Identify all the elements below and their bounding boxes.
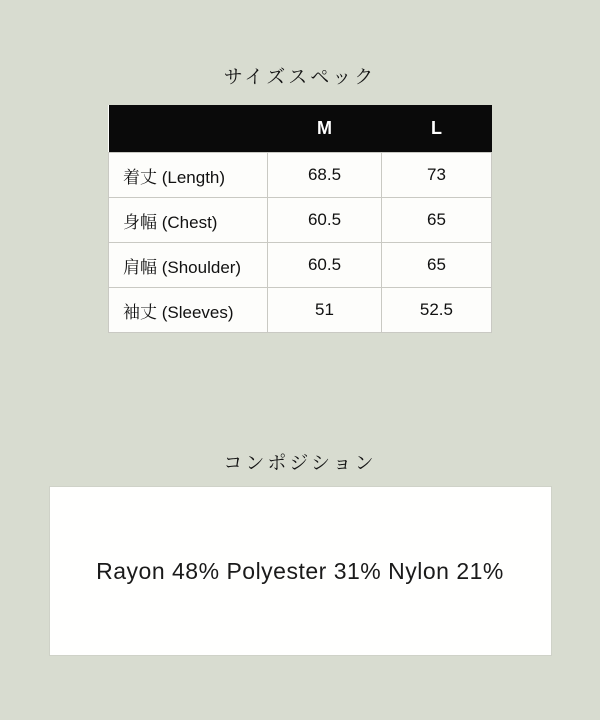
composition-text: Rayon 48% Polyester 31% Nylon 21%	[96, 557, 504, 584]
size-spec-title: サイズスペック	[223, 67, 377, 88]
table-row-shoulder	[109, 243, 492, 288]
header-cell-empty	[109, 105, 268, 153]
value-m: 68.5	[268, 153, 382, 198]
composition-box	[49, 486, 552, 656]
value-l: 65	[381, 243, 491, 288]
row-label: 身幅 (Chest)	[109, 198, 268, 243]
value-l: 73	[381, 153, 491, 198]
composition-title: コンポジション	[223, 453, 377, 474]
table-row-sleeves	[109, 288, 492, 333]
value-m: 60.5	[268, 243, 382, 288]
size-spec-table-body	[109, 153, 492, 333]
value-m: 60.5	[268, 198, 382, 243]
value-l: 52.5	[381, 288, 491, 333]
row-label: 肩幅 (Shoulder)	[109, 243, 268, 288]
header-cell-size-l: L	[381, 105, 491, 153]
size-spec-table	[108, 105, 492, 333]
row-label: 着丈 (Length)	[109, 153, 268, 198]
header-cell-size-m: M	[268, 105, 382, 153]
table-row-chest	[109, 198, 492, 243]
row-label: 袖丈 (Sleeves)	[109, 288, 268, 333]
size-spec-table-header	[109, 105, 492, 153]
value-l: 65	[381, 198, 491, 243]
table-row-length	[109, 153, 492, 198]
value-m: 51	[268, 288, 382, 333]
table-header-row	[109, 105, 492, 153]
